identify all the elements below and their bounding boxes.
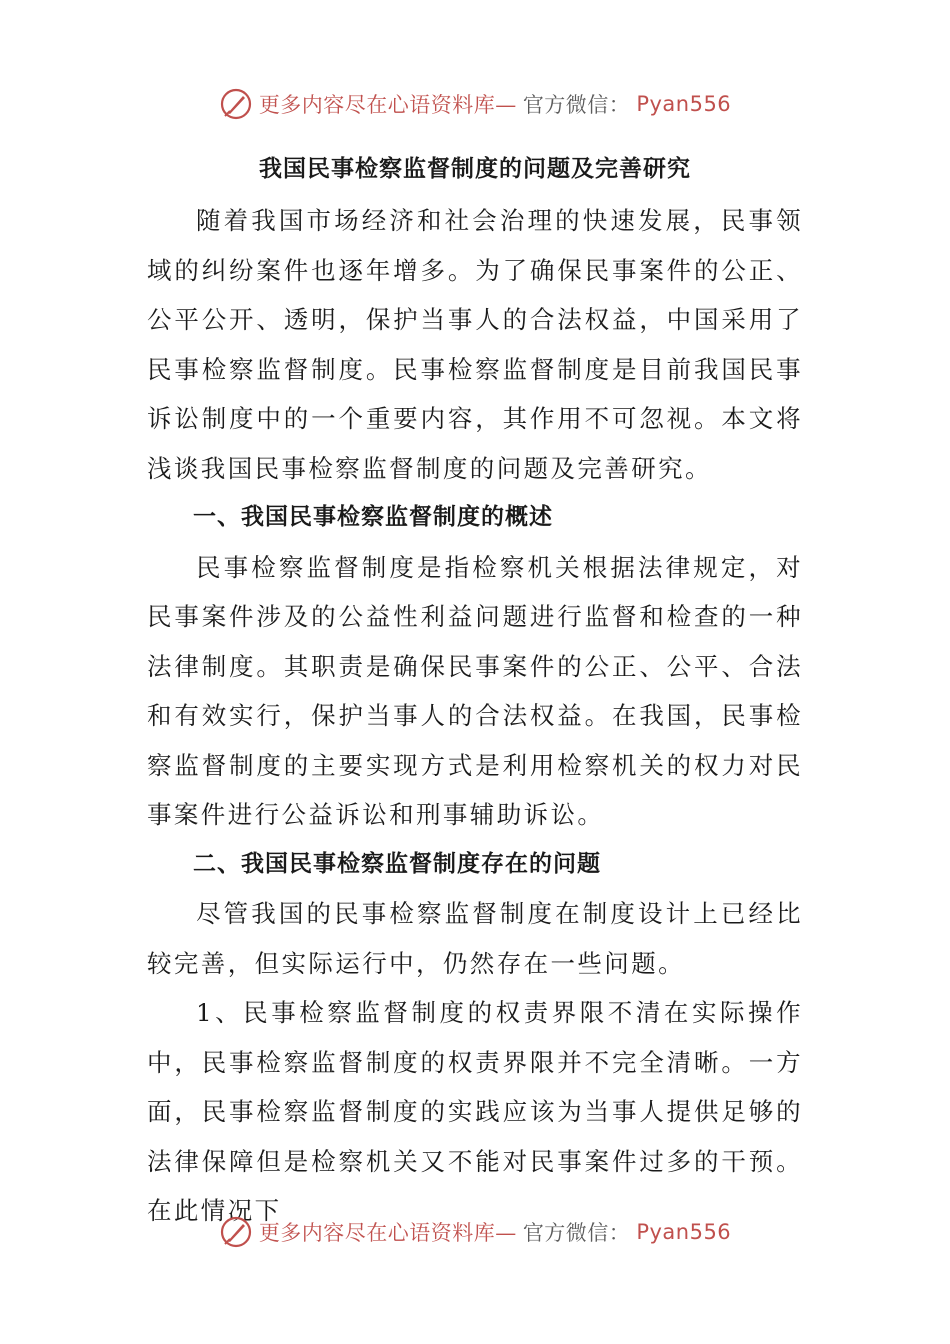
watermark-wechat-id: Pyan556 [636,92,732,116]
section-1-paragraph: 民事检察监督制度是指检察机关根据法律规定，对民事案件涉及的公益性利益问题进行监督和检查的一种法律制度。其职责是确保民事案件的公正、公平、合法和有效实行，保护当事人的合法权益。在我国，民事检察监督制度的主要实现方式是利用检察机关的权力对民事案件进行公益诉讼和刑事辅助诉讼。 [147,552,803,829]
section-1-heading: 一、我国民事检察监督制度的概述 [193,504,553,530]
intro-paragraph: 随着我国市场经济和社会治理的快速发展，民事领域的纠纷案件也逐年增多。为了确保民事案件的公正、公平公开、透明，保护当事人的合法权益，中国采用了民事检察监督制度。民事检察监督制度是目前我国民事诉讼制度中的一个重要内容，其作用不可忽视。本文将浅谈我国民事检察监督制度的问题及完善研究。 [147,206,803,483]
watermark-footer [0,1210,950,1254]
point-1-paragraph: 1、民事检察监督制度的权责界限不清在实际操作中，民事检察监督制度的权责界限并不完全清晰。一方面，民事检察监督制度的实践应该为当事人提供足够的法律保障但是检察机关又不能对民事案件过多的干预。在此情况下 [147,998,803,1225]
document-title: 我国民事检察监督制度的问题及完善研究 [259,156,691,182]
watermark-wechat-label: 官方微信： [522,1221,631,1245]
watermark-text: 更多内容尽在心语资料库— [258,1221,517,1245]
watermark-header [0,82,950,126]
section-2-paragraph: 尽管我国的民事检察监督制度在制度设计上已经比较完善，但实际运行中，仍然存在一些问题。 [147,899,803,978]
quill-pen-logo-icon [219,87,253,121]
watermark-wechat-label: 官方微信： [522,93,631,117]
section-2-heading: 二、我国民事检察监督制度存在的问题 [193,850,601,877]
watermark-text: 更多内容尽在心语资料库— [258,93,517,117]
document-body [147,196,803,1236]
quill-pen-logo-icon [219,1215,253,1249]
watermark-wechat-id: Pyan556 [636,1220,732,1244]
